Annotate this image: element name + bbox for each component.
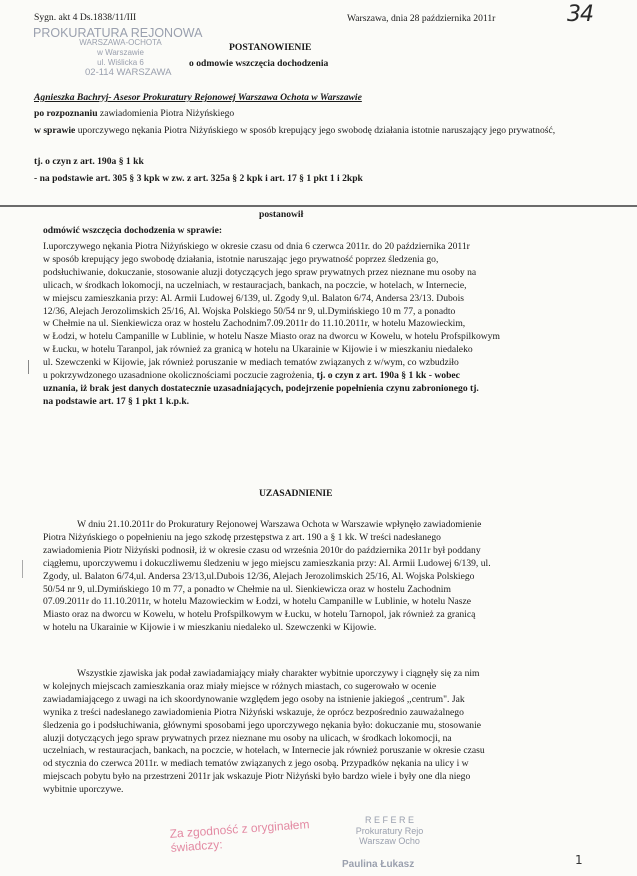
- author-line: Agnieszka Bachryj- Asesor Prokuratury Rejonowej Warszawa Ochota w Warszawie: [34, 92, 362, 103]
- intro-subject: [34, 125, 594, 138]
- intro-line: [34, 108, 234, 121]
- decision-tail: uznania, iż brak jest danych dostatecznie uzasadniających, podejrzenie popełnienia czynu zabronionego tj.: [43, 382, 479, 394]
- margin-mark: [28, 360, 29, 374]
- text-line: ciągłemu, uporczywemu i dokuczliwemu śledzeniu w jego miejscu zamieszkania przy: Al. Armii Ludowej 6/139, ul.: [43, 557, 491, 569]
- intro-text: zawiadomienia Piotra Niżyńskiego: [97, 108, 235, 119]
- referee-stamp: [342, 815, 437, 847]
- text-line: Piotra Niżyńskiego o popełnieniu na jego szkodę przestępstwa z art. 190 a § 1 kk. W treści nadesłanego: [43, 531, 441, 543]
- conformity-stamp-line: świadczy:: [170, 837, 224, 855]
- referee-stamp-line: R E F E R E: [364, 815, 414, 825]
- text-line: zawiadamiającego z uwagi na ich skoordynowanie względem jego osoby na istnienie jakiegoś ,,centrum". Jak: [43, 693, 465, 705]
- text-line: wybitnie uporczywe.: [43, 784, 124, 796]
- justification-heading: UZASADNIENIE: [259, 488, 333, 499]
- text-line: w miejscu zamieszkania przy: Al. Armii Ludowej 6/139, ul. Zgody 9,ul. Balaton 6/74, Andersa 23/13. Dubois: [43, 292, 464, 304]
- text-line: I.uporczywego nękania Piotra Niżyńskiego w okresie czasu od dnia 6 czerwca 2011r. do 20 października 2011r: [43, 241, 470, 252]
- margin-mark: [22, 560, 23, 578]
- divider-line: [0, 205, 637, 207]
- text-line: w hotelu na Ukarainie w Kijowie i w mieszkaniu niedaleko ul. Szewczenki w Kijowie.: [43, 622, 377, 634]
- office-stamp-line: ul. Wiślicka 6: [97, 58, 144, 67]
- text-line: 12/36, Alejach Jerozolimskich 25/16, Al. Wojska Polskiego 50/54 nr 9, ul.Dymińskiego 10 m 77, a ponadto: [43, 305, 456, 317]
- text-line: w sposób krepujący jego swobodę działania, istotnie naruszając jego prywatność poprzez śledzenia go,: [43, 253, 439, 265]
- page-number: 1: [575, 853, 583, 867]
- text-line: Miasto oraz na dworcu w Kowelu, w hotelu Profspilkowym w Łucku, w hotelu Tarnopol, jak również za granicą: [43, 609, 476, 621]
- text-line: Wszystkie zjawiska jak podał zawiadamiający miały charakter wybitnie uporczywy i ciągnęły się za nim: [77, 668, 480, 679]
- text-line: uczelniach, w restauracjach, bankach, na poczcie, w hotelach, w Internecie jak również poruszanie w okresie czasu: [43, 745, 485, 757]
- text-line: wynika z treści nadesłanego zawiadomienia Piotra Niżyński wskazuje, że oprócz bezpośrednio zauważalnego: [43, 706, 464, 718]
- decision-tail: na podstawie art. 17 § 1 pkt 1 k.p.k.: [43, 395, 190, 407]
- document-title: POSTANOWIENIE: [229, 42, 312, 53]
- text-line: w Chełmie na ul. Sienkiewicza oraz w hostelu Zachodnim7.09.2011r do 11.10.2011r, w hotelu Mazowieckim,: [43, 318, 466, 330]
- office-stamp-line: PROKURATURA REJONOWA: [33, 26, 203, 40]
- office-stamp-line: WARSZAWA-OCHOTA: [79, 38, 162, 47]
- conformity-stamp-line: Za zgodność z oryginałem: [169, 817, 310, 841]
- text-line: w Łucku, w hotelu Taranpol, jak również za granicą w hotelu na Ukarainie w Kijowie i w mieszkaniu niedaleko: [43, 344, 473, 356]
- decision-body: [43, 241, 603, 409]
- office-stamp-line: 02-114 WARSZAWA: [85, 67, 172, 78]
- case-reference: Sygn. akt 4 Ds.1838/11/III: [34, 12, 137, 23]
- document-subtitle: o odmowie wszczęcia dochodzenia: [189, 58, 329, 69]
- justification-paragraph-1: [43, 519, 603, 635]
- text-line: ulicach, w środkach lokomocji, na uczelniach, w restauracjach, bankach, na poczcie, w hotelach, w Internecie,: [43, 279, 467, 291]
- intro-text: uporczywego nękania Piotra Niżyńskiego w sposób krepujący jego swobodę działania istotnie naruszający jego prywatność,: [75, 125, 556, 136]
- intro-legal-basis: - na podstawie art. 305 § 3 kpk w zw. z art. 325a § 2 kpk i art. 17 § 1 pkt 1 i 2kpk: [34, 173, 363, 184]
- justification-paragraph-2: [43, 668, 603, 797]
- text-line: śledzenia go i podsłuchiwania, głównymi sposobami jego uporczywego nękania było: dokuczanie mu, stosowanie: [43, 719, 482, 731]
- decision-heading: postanowił: [259, 209, 304, 220]
- text-line: [43, 370, 603, 383]
- office-stamp-line: w Warszawie: [97, 48, 144, 57]
- referee-stamp-line: Prokuratury Rejo: [355, 825, 424, 836]
- text-line: podsłuchiwanie, dokuczanie, stosowanie aluzji dotyczących jego spraw prywatnych przez nieznane mu osoby na: [43, 266, 477, 278]
- decision-lead: odmówić wszczęcia dochodzenia w sprawie:: [43, 225, 223, 236]
- referee-stamp-line: Warszaw Ocho: [359, 836, 420, 846]
- signature-stamp: Paulina Łukasz: [342, 859, 415, 870]
- text-segment: u pokrzywdzonego uzasadnione okolicznościami poczucie zagrożenia,: [43, 370, 315, 382]
- text-line: od stycznia do czerwca 2011r. w mediach tematów związanych z jego osobą. Przypadków nękania na ulicy i w: [43, 758, 469, 770]
- text-line: w kolejnych miejscach zamieszkania oraz miały miejsce w różnych miastach, co sugerowało w ocenie: [43, 680, 437, 692]
- intro-bold: w sprawie: [34, 125, 76, 136]
- handwritten-page-number: 34: [567, 2, 593, 27]
- intro-bold: po rozpoznaniu: [34, 108, 98, 119]
- office-stamp: [33, 28, 208, 78]
- text-line: Zgody, ul. Balaton 6/74,ul. Andersa 23/13,ul.Dubois 12/36, Alejach Jerozolimskich 25/16, Al. Wojska Polskiego: [43, 570, 475, 582]
- text-line: aluzji dotyczących jego spraw prywatnych przez nieznane mu osoby na ulicach, w środkach lokomocji, na: [43, 732, 452, 744]
- text-line: miejscach pobytu było na przestrzeni 2011r jak wskazuje Piotr Niżyński było bardzo wiele i były one dla niego: [43, 771, 471, 783]
- place-and-date: Warszawa, dnia 28 października 2011r: [347, 13, 496, 24]
- text-line: W dniu 21.10.2011r do Prokuratury Rejonowej Warszawa Ochota w Warszawie wpłynęło zawiadomienie: [77, 519, 482, 530]
- text-line: ul. Szewczenki w Kijowie, jak również poruszanie w mediach tematów związanych z w/wym, co wzbudziło: [43, 357, 459, 369]
- intro-charge: tj. o czyn z art. 190a § 1 kk: [34, 156, 144, 167]
- text-line: 50/54 nr 9, ul.Dymińskiego 10 m 77, a ponadto w Chełmie na ul. Sienkiewicza oraz w hostelu Zachodnim: [43, 583, 451, 595]
- text-line: w Łodzi, w hotelu Campanille w Lublinie, w hotelu Nasze Miasto oraz na dworcu w Kowelu, w hotelu Profspilkowym: [43, 331, 500, 343]
- decision-tail: tj. o czyn z art. 190a § 1 kk - wobec: [314, 370, 460, 382]
- conformity-stamp: [169, 817, 311, 855]
- text-line: zawiadomienia Piotr Niżyński podnosił, iż w okresie czasu od września 2010r do października 2011r był poddany: [43, 544, 481, 556]
- text-line: 07.09.2011r do 11.10.2011r, w hotelu Mazowieckim w Łodzi, w hotelu Campanille w Lublinie, w hotelu Nasze: [43, 596, 472, 608]
